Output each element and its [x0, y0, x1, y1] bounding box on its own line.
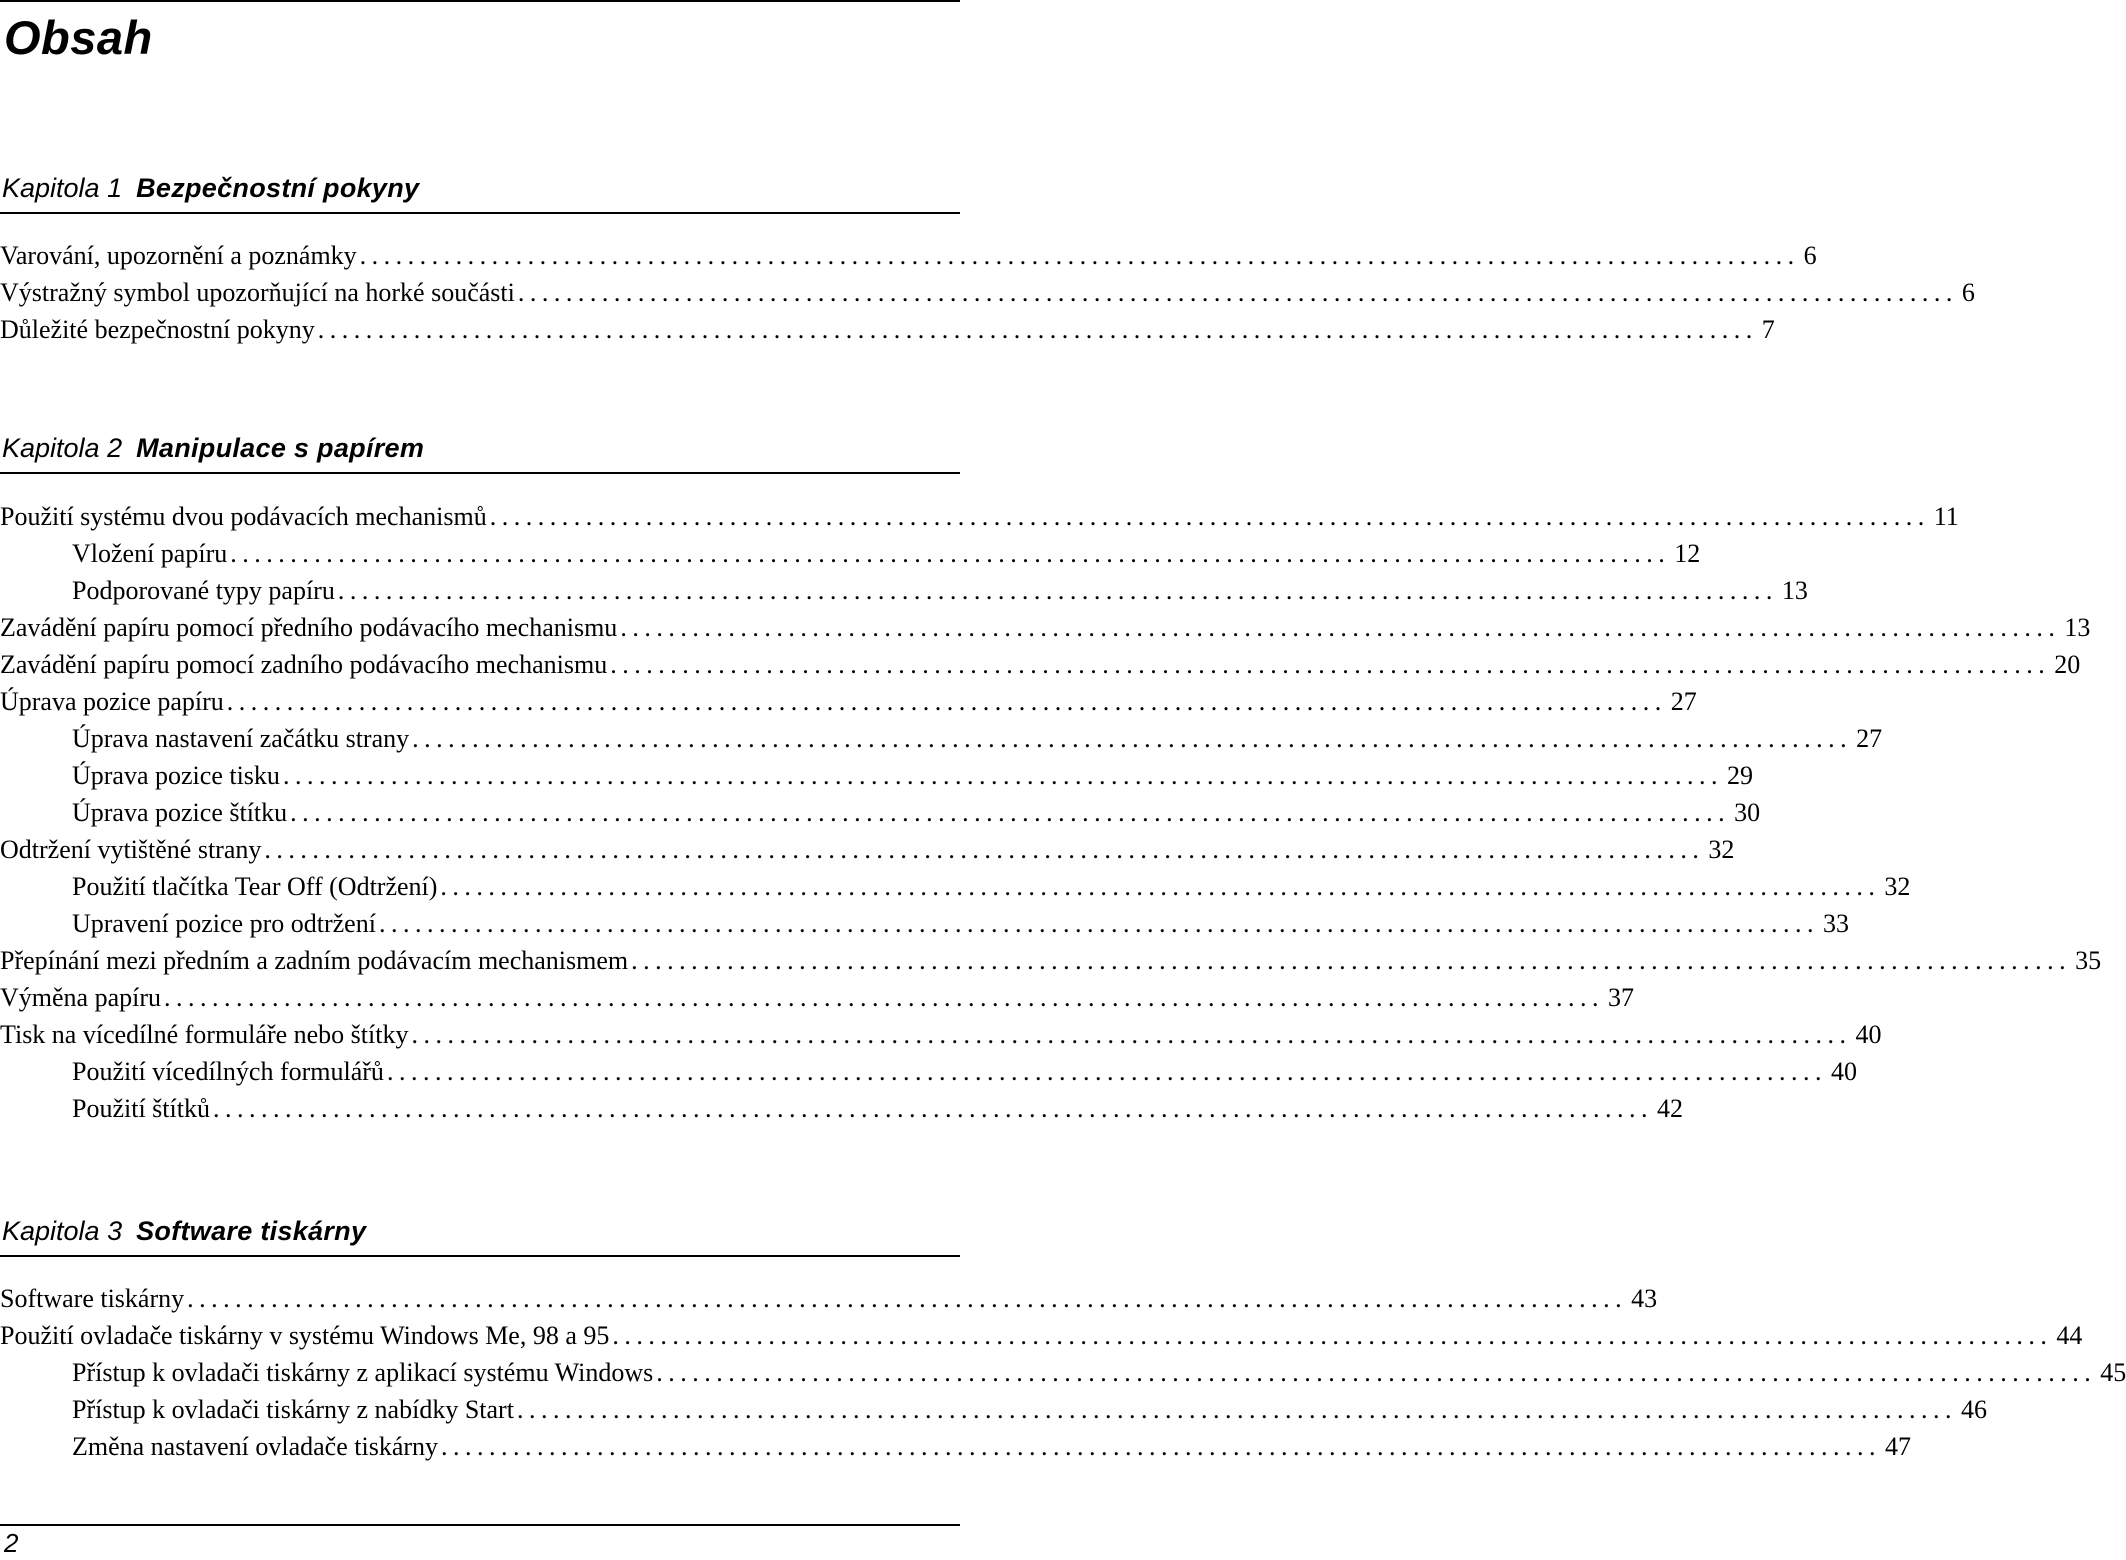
- toc-entry[interactable]: [0, 942, 2102, 979]
- dot-leader: ........................................................................................................................: [290, 798, 1731, 827]
- toc-entry-text: Změna nastavení ovladače tiskárny: [72, 1432, 439, 1461]
- toc-entry-page: 30: [1734, 798, 1761, 827]
- toc-entry-text: Použití ovladače tiskárny v systému Windows Me, 98 a 95: [0, 1321, 610, 1350]
- toc-entry-page: 43: [1631, 1284, 1658, 1313]
- toc-entry[interactable]: [0, 979, 1635, 1016]
- toc-entry[interactable]: [0, 646, 2081, 683]
- dot-leader: ........................................................................................................................: [359, 241, 1800, 270]
- toc-entry-page: 20: [2054, 650, 2081, 679]
- chapter-3-heading: [2, 1213, 960, 1249]
- dot-leader: ........................................................................................................................: [631, 946, 2072, 975]
- chapter-label: Kapitola 3: [2, 1216, 123, 1246]
- toc-entry[interactable]: [0, 831, 1735, 868]
- toc-subentry[interactable]: [0, 1090, 1683, 1127]
- dot-leader: ........................................................................................................................: [386, 1057, 1827, 1086]
- dot-leader: ........................................................................................................................: [187, 1284, 1628, 1313]
- footer-rule: [0, 1524, 960, 1526]
- toc-entry-page: 32: [1708, 835, 1735, 864]
- toc-subentry[interactable]: [0, 720, 1883, 757]
- dot-leader: ........................................................................................................................: [164, 983, 1605, 1012]
- toc-entry-text: Úprava pozice papíru: [0, 687, 224, 716]
- toc-entry-page: 7: [1761, 315, 1775, 344]
- dot-leader: ........................................................................................................................: [516, 1395, 1957, 1424]
- dot-leader: ........................................................................................................................: [412, 724, 1853, 753]
- toc-entry-text: Výměna papíru: [0, 983, 162, 1012]
- toc-entry-page: 6: [1803, 241, 1817, 270]
- dot-leader: ........................................................................................................................: [620, 613, 2061, 642]
- toc-entry-text: Přístup k ovladači tiskárny z nabídky Start: [72, 1395, 514, 1424]
- toc-entry-text: Software tiskárny: [0, 1284, 185, 1313]
- toc-entry-page: 32: [1884, 872, 1911, 901]
- dot-leader: ........................................................................................................................: [230, 539, 1671, 568]
- dot-leader: ........................................................................................................................: [212, 1094, 1653, 1123]
- toc-subentry[interactable]: [0, 572, 1808, 609]
- toc-entry-text: Vložení papíru: [72, 539, 228, 568]
- toc-subentry[interactable]: [0, 794, 1761, 831]
- toc-entry-text: Tisk na vícedílné formuláře nebo štítky: [0, 1020, 409, 1049]
- dot-leader: ........................................................................................................................: [441, 1432, 1882, 1461]
- toc-entry[interactable]: [0, 1016, 1882, 1053]
- dot-leader: ........................................................................................................................: [440, 872, 1881, 901]
- toc-subentry[interactable]: [0, 535, 1701, 572]
- chapter-title: Software tiskárny: [136, 1216, 367, 1246]
- toc-entry-text: Zavádění papíru pomocí zadního podávacího mechanismu: [0, 650, 608, 679]
- toc-subentry[interactable]: [0, 1428, 1912, 1465]
- toc-entry[interactable]: [0, 609, 2091, 646]
- toc-subentry[interactable]: [0, 905, 1849, 942]
- toc-entry-text: Úprava nastavení začátku strany: [72, 724, 410, 753]
- dot-leader: ........................................................................................................................: [489, 502, 1930, 531]
- toc-entry-text: Úprava pozice tisku: [72, 761, 280, 790]
- toc-entry-page: 40: [1855, 1020, 1882, 1049]
- toc-entry[interactable]: [0, 311, 1775, 348]
- chapter-title: Bezpečnostní pokyny: [136, 173, 420, 203]
- dot-leader: ........................................................................................................................: [378, 909, 1819, 938]
- chapter-1-entries: [0, 237, 1975, 348]
- toc-entry-text: Přepínání mezi předním a zadním podávacím mechanismem: [0, 946, 629, 975]
- toc-subentry[interactable]: [0, 1354, 2126, 1391]
- toc-entry-text: Přístup k ovladači tiskárny z aplikací systému Windows: [72, 1358, 654, 1387]
- toc-entry-page: 47: [1885, 1432, 1912, 1461]
- toc-entry-page: 11: [1933, 502, 1959, 531]
- toc-entry-page: 13: [1781, 576, 1808, 605]
- toc-entry-text: Zavádění papíru pomocí předního podávacího mechanismu: [0, 613, 618, 642]
- page-number: 2: [4, 1528, 19, 1558]
- toc-entry-text: Použití vícedílných formulářů: [72, 1057, 384, 1086]
- toc-subentry[interactable]: [0, 868, 1911, 905]
- chapter-title: Manipulace s papírem: [136, 433, 425, 463]
- dot-leader: ........................................................................................................................: [317, 315, 1758, 344]
- toc-entry-text: Upravení pozice pro odtržení: [72, 909, 376, 938]
- toc-entry[interactable]: [0, 683, 1697, 720]
- dot-leader: ........................................................................................................................: [282, 761, 1723, 790]
- chapter-1-rule: [0, 212, 960, 214]
- chapter-1-heading: [2, 170, 960, 206]
- toc-entry-page: 35: [2075, 946, 2102, 975]
- toc-entry-page: 37: [1608, 983, 1635, 1012]
- chapter-2-entries: [0, 498, 2102, 1127]
- toc-entry-text: Použití štítků: [72, 1094, 210, 1123]
- toc-entry-text: Odtržení vytištěné strany: [0, 835, 262, 864]
- toc-entry-page: 27: [1856, 724, 1883, 753]
- toc-entry-text: Použití systému dvou podávacích mechanismů: [0, 502, 487, 531]
- dot-leader: ........................................................................................................................: [226, 687, 1667, 716]
- toc-entry-page: 33: [1822, 909, 1849, 938]
- chapter-3-rule: [0, 1255, 960, 1257]
- chapter-3-entries: [0, 1280, 2126, 1465]
- chapter-2-heading: [2, 430, 960, 466]
- toc-entry-page: 13: [2064, 613, 2091, 642]
- toc-entry-page: 42: [1656, 1094, 1683, 1123]
- toc-entry-page: 27: [1670, 687, 1697, 716]
- toc-entry[interactable]: [0, 237, 1817, 274]
- toc-subentry[interactable]: [0, 1053, 1857, 1090]
- toc-entry-page: 6: [1961, 278, 1975, 307]
- dot-leader: ........................................................................................................................: [411, 1020, 1852, 1049]
- toc-subentry[interactable]: [0, 757, 1753, 794]
- top-rule: [0, 0, 960, 2]
- chapter-label: Kapitola 1: [2, 173, 123, 203]
- toc-entry-text: Podporované typy papíru: [72, 576, 335, 605]
- toc-entry-text: Úprava pozice štítku: [72, 798, 288, 827]
- toc-entry-text: Varování, upozornění a poznámky: [0, 241, 357, 270]
- toc-entry[interactable]: [0, 274, 1975, 311]
- dot-leader: ........................................................................................................................: [656, 1358, 2097, 1387]
- toc-entry-page: 45: [2100, 1358, 2126, 1387]
- toc-entry[interactable]: [0, 1317, 2083, 1354]
- toc-entry-text: Použití tlačítka Tear Off (Odtržení): [72, 872, 438, 901]
- toc-entry-text: Důležité bezpečnostní pokyny: [0, 315, 315, 344]
- toc-entry[interactable]: [0, 498, 1959, 535]
- chapter-label: Kapitola 2: [2, 433, 123, 463]
- toc-entry-page: 29: [1726, 761, 1753, 790]
- toc-entry-page: 40: [1830, 1057, 1857, 1086]
- toc-entry-page: 44: [2056, 1321, 2083, 1350]
- dot-leader: ........................................................................................................................: [612, 1321, 2053, 1350]
- toc-entry-text: Výstražný symbol upozorňující na horké součásti: [0, 278, 515, 307]
- dot-leader: ........................................................................................................................: [337, 576, 1778, 605]
- page-title: Obsah: [4, 11, 153, 64]
- dot-leader: ........................................................................................................................: [264, 835, 1705, 864]
- chapter-2-rule: [0, 472, 960, 474]
- toc-entry-page: 12: [1674, 539, 1701, 568]
- dot-leader: ........................................................................................................................: [517, 278, 1958, 307]
- toc-entry[interactable]: [0, 1280, 1658, 1317]
- toc-subentry[interactable]: [0, 1391, 1987, 1428]
- dot-leader: ........................................................................................................................: [610, 650, 2051, 679]
- toc-entry-page: 46: [1960, 1395, 1987, 1424]
